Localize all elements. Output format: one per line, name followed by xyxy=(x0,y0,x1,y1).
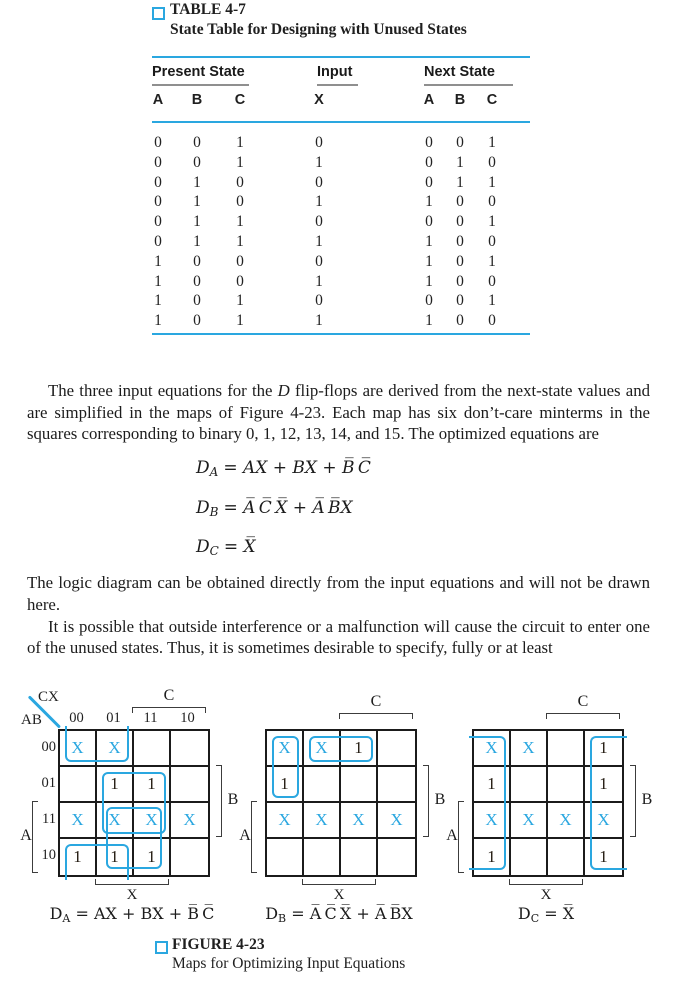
table-row xyxy=(0,233,675,253)
table-row xyxy=(0,154,675,174)
kmap-cell: 1 xyxy=(134,839,171,875)
kmap-db xyxy=(227,680,459,932)
b-bracket-label: B xyxy=(641,791,653,808)
table-cell: 1 xyxy=(193,193,201,211)
table-subtitle: State Table for Designing with Unused States xyxy=(170,21,467,38)
table-cell: 0 xyxy=(456,252,464,270)
kmap-cell xyxy=(171,767,208,803)
kmap-cell xyxy=(341,839,378,875)
table-cell: 0 xyxy=(315,173,323,191)
caption-subscript: A xyxy=(62,912,71,925)
table-cell: 0 xyxy=(193,272,201,290)
equation-lhs: D xyxy=(196,537,210,557)
a-bracket-label: A xyxy=(20,827,32,844)
caption-rhs: = AX + BX + B̅ C̅ xyxy=(70,904,215,923)
kmap-cell: X xyxy=(378,803,415,839)
column-header: B xyxy=(191,92,203,108)
equation-subscript: C xyxy=(209,544,219,558)
table-cell: 1 xyxy=(315,193,323,211)
table-cell: 1 xyxy=(425,233,433,250)
table-cell: 1 xyxy=(315,153,323,171)
table-cell: 1 xyxy=(193,173,201,191)
table-row xyxy=(0,312,675,332)
column-group-next-state: Next State xyxy=(424,64,495,80)
corner-label-ab: AB xyxy=(21,712,42,728)
table-cell: 0 xyxy=(488,153,496,171)
table-cell: 0 xyxy=(193,312,201,330)
x-bracket-label: X xyxy=(540,887,552,903)
kmap-cell xyxy=(511,839,548,875)
figure-title: FIGURE 4-23 xyxy=(172,936,265,953)
kmap-da xyxy=(20,680,252,932)
column-header: X xyxy=(314,92,324,108)
kmap-cell xyxy=(548,731,585,767)
kmap-cell xyxy=(511,767,548,803)
table-cell: 0 xyxy=(425,173,433,191)
kmap-col-label: 00 xyxy=(69,710,84,726)
kmap-cell: 1 xyxy=(97,767,134,803)
kmap-cell: X xyxy=(60,803,97,839)
table-cell: 1 xyxy=(488,292,496,310)
kmap-cell: X xyxy=(585,803,622,839)
x-bracket xyxy=(302,879,376,885)
paragraph-text: The three input equations for the xyxy=(48,380,278,400)
table-cell: 1 xyxy=(154,312,162,330)
equation-lhs: D xyxy=(196,497,210,518)
kmap-cell: 1 xyxy=(267,767,304,803)
table-cell: 0 xyxy=(236,173,244,191)
c-bracket-label: C xyxy=(163,687,175,704)
caption-rhs: = A̅ C̅ X̅ + A̅ B̅X xyxy=(286,904,413,923)
table-cell: 0 xyxy=(154,213,162,231)
table-row xyxy=(0,193,675,213)
table-cell: 0 xyxy=(193,252,201,270)
b-bracket-label: B xyxy=(227,791,239,808)
kmap-cell xyxy=(267,839,304,875)
column-group-present-state: Present State xyxy=(152,64,245,80)
kmap-cell: X xyxy=(304,731,341,767)
caption-lhs: D xyxy=(517,904,531,923)
kmap-cell xyxy=(548,767,585,803)
kmap-row-label: 01 xyxy=(41,775,56,791)
figure-subtitle: Maps for Optimizing Input Equations xyxy=(172,955,406,972)
kmap-cell: 1 xyxy=(134,767,171,803)
table-cell: 1 xyxy=(236,292,244,310)
table-cell: 0 xyxy=(154,153,162,171)
c-bracket-label: C xyxy=(577,693,589,710)
kmap-cell xyxy=(171,731,208,767)
table-row xyxy=(0,174,675,194)
paragraph-unused-states: It is possible that outside interference or a malfunction will cause the circuit to enter one of the unused states. Thus, it is sometimes desirable to specify, fully or at least xyxy=(27,616,650,658)
table-cell: 0 xyxy=(154,134,162,151)
equation-subscript: A xyxy=(209,465,219,479)
kmap-cell: 1 xyxy=(599,847,608,866)
paragraphs xyxy=(27,572,650,659)
paragraph-intro xyxy=(27,380,650,445)
kmap-cell: 1 xyxy=(585,731,622,767)
c-bracket-label: C xyxy=(370,693,382,710)
table-cell: 1 xyxy=(236,134,244,151)
kmap-cell xyxy=(378,839,415,875)
table-cell: 0 xyxy=(154,173,162,191)
kmap-cell: X xyxy=(171,803,208,839)
c-bracket xyxy=(132,707,206,713)
kmap-cell: X xyxy=(474,803,511,839)
kmap-cell: 1 xyxy=(474,839,511,875)
kmap-cell xyxy=(171,839,208,875)
table-cell: 1 xyxy=(236,153,244,171)
x-bracket-label: X xyxy=(126,887,138,903)
figure-checkbox-icon xyxy=(155,941,168,954)
kmap-cell xyxy=(134,731,171,767)
table-cell: 1 xyxy=(193,213,201,231)
table-row xyxy=(0,273,675,293)
kmap-cell: X xyxy=(304,803,341,839)
table-cell: 0 xyxy=(456,193,464,211)
caption-lhs: D xyxy=(265,904,279,923)
kmap-cell xyxy=(378,767,415,803)
table-cell: 1 xyxy=(488,173,496,191)
kmap-dc xyxy=(434,680,666,932)
table-bottom-rule xyxy=(152,333,530,335)
kmap-grid xyxy=(265,729,417,877)
table-row xyxy=(0,134,675,154)
table-top-rule xyxy=(152,56,530,58)
caption-lhs: D xyxy=(49,904,63,923)
c-bracket xyxy=(339,713,413,719)
a-bracket xyxy=(458,801,464,873)
kmap-cell xyxy=(304,839,341,875)
group-underline xyxy=(317,84,358,86)
table-cell: 0 xyxy=(456,213,464,231)
table-cell: 1 xyxy=(456,173,464,191)
kmap-cell: X xyxy=(267,803,304,839)
table-cell: 0 xyxy=(456,134,464,151)
table-cell: 1 xyxy=(425,193,433,211)
a-bracket xyxy=(32,801,38,873)
table-mid-rule xyxy=(152,121,530,123)
table-cell: 1 xyxy=(425,252,433,270)
x-bracket xyxy=(95,879,169,885)
table-title: TABLE 4-7 xyxy=(170,1,246,18)
table-cell: 1 xyxy=(425,312,433,330)
table-cell: 1 xyxy=(236,312,244,330)
kmaps-figure xyxy=(0,680,675,935)
kmap-col-label: 01 xyxy=(106,710,121,726)
table-cell: 1 xyxy=(488,134,496,151)
kmap-row-label: 00 xyxy=(41,739,56,755)
kmap-cell: X xyxy=(97,803,134,839)
paragraph-logic-diagram: The logic diagram can be obtained directly from the input equations and will not be drawn here. xyxy=(27,573,650,614)
table-cell: 1 xyxy=(488,213,496,231)
a-bracket-label: A xyxy=(446,827,458,844)
kmap-row-label: 10 xyxy=(41,847,56,863)
kmap-cell xyxy=(378,731,415,767)
kmap-cell: X xyxy=(548,803,585,839)
paragraph-text: flip-flops are derived from the next-state values and are simplified in the maps of Figure 4-23. Each map has six don’t-care minterms in the squares corresponding to binary 0, 1, 12, 13, 14, and 15. The optimized equations are xyxy=(27,380,650,444)
table-cell: 0 xyxy=(425,213,433,231)
kmap-caption xyxy=(436,904,656,925)
table-cell: 1 xyxy=(193,233,201,250)
table-cell: 1 xyxy=(315,312,323,330)
table-cell: 0 xyxy=(456,272,464,290)
equation-rhs: = A̅ C̅ X̅ + A̅ B̅X xyxy=(223,497,353,518)
kmap-cell: X xyxy=(341,803,378,839)
c-bracket xyxy=(546,713,620,719)
column-group-input: Input xyxy=(317,64,353,80)
table-cell: 1 xyxy=(236,213,244,231)
kmap-cell xyxy=(60,767,97,803)
table-row xyxy=(0,253,675,273)
kmap-cell: X xyxy=(474,731,511,767)
equation-lhs: D xyxy=(196,458,210,478)
equation xyxy=(196,498,353,519)
equation-rhs: = AX + BX + B̅ C̅ xyxy=(223,458,371,478)
table-cell: 0 xyxy=(193,153,201,171)
state-table-block xyxy=(0,0,675,360)
table-cell: 1 xyxy=(236,233,244,250)
kmap-cell: 1 xyxy=(341,731,378,767)
kmap-cell: 1 xyxy=(97,839,134,875)
table-cell: 1 xyxy=(154,252,162,270)
kmap-cell xyxy=(304,767,341,803)
kmap-cell: X xyxy=(97,731,134,767)
table-cell: 0 xyxy=(456,312,464,330)
kmap-cell xyxy=(548,839,585,875)
kmap-grid xyxy=(472,729,624,877)
table-cell: 0 xyxy=(315,292,323,310)
b-bracket xyxy=(216,765,222,837)
kmap-row-label: 11 xyxy=(42,811,56,827)
table-cell: 0 xyxy=(456,292,464,310)
table-checkbox-icon xyxy=(152,7,165,20)
x-bracket-label: X xyxy=(333,887,345,903)
table-cell: 0 xyxy=(425,134,433,151)
table-cell: 0 xyxy=(154,233,162,250)
column-header: A xyxy=(423,92,435,108)
table-cell: 0 xyxy=(236,252,244,270)
table-cell: 1 xyxy=(425,272,433,290)
table-cell: 0 xyxy=(488,193,496,211)
corner-label-cx: CX xyxy=(38,689,59,705)
equation xyxy=(196,458,371,479)
table-cell: 0 xyxy=(456,233,464,250)
kmap-caption xyxy=(22,904,242,925)
x-bracket xyxy=(509,879,583,885)
table-cell: 0 xyxy=(488,272,496,290)
kmap-cell: X xyxy=(134,803,171,839)
b-bracket-label: B xyxy=(434,791,446,808)
kmap-cell: X xyxy=(60,731,97,767)
kmap-col-label: 11 xyxy=(143,710,158,726)
table-row xyxy=(0,292,675,312)
kmap-col-label: 10 xyxy=(180,710,195,726)
italic-variable: D xyxy=(277,380,290,400)
caption-subscript: C xyxy=(530,912,540,925)
a-bracket xyxy=(251,801,257,873)
equation xyxy=(196,537,256,558)
a-bracket-label: A xyxy=(239,827,251,844)
table-cell: 0 xyxy=(236,272,244,290)
caption-subscript: B xyxy=(278,912,287,925)
table-cell: 1 xyxy=(154,292,162,310)
column-header: B xyxy=(454,92,466,108)
kmap-cell xyxy=(341,767,378,803)
equation-subscript: B xyxy=(209,504,219,519)
table-cell: 0 xyxy=(154,193,162,211)
kmap-grid xyxy=(58,729,210,877)
column-header: C xyxy=(486,92,498,108)
table-cell: 0 xyxy=(193,134,201,151)
table-row xyxy=(0,213,675,233)
table-cell: 0 xyxy=(315,134,323,151)
figure-caption xyxy=(155,936,575,986)
table-cell: 1 xyxy=(154,272,162,290)
table-cell: 0 xyxy=(425,292,433,310)
table-cell: 0 xyxy=(236,193,244,211)
kmap-cell: X xyxy=(511,803,548,839)
table-cell: 0 xyxy=(193,292,201,310)
kmap-cell: X xyxy=(511,731,548,767)
b-bracket xyxy=(630,765,636,837)
table-cell: 0 xyxy=(315,213,323,231)
kmap-cell: 1 xyxy=(474,767,511,803)
group-underline xyxy=(424,84,513,86)
kmap-cell: 1 xyxy=(60,839,97,875)
group-underline xyxy=(152,84,249,86)
kmap-cell: X xyxy=(267,731,304,767)
kmap-caption xyxy=(229,904,449,925)
table-cell: 1 xyxy=(315,233,323,250)
table-cell: 0 xyxy=(488,233,496,250)
column-header: C xyxy=(234,92,246,108)
equation-rhs: = X̅ xyxy=(223,537,256,557)
caption-rhs: = X̅ xyxy=(539,904,575,923)
table-cell: 1 xyxy=(456,153,464,171)
table-cell: 0 xyxy=(488,312,496,330)
table-cell: 0 xyxy=(425,153,433,171)
table-cell: 0 xyxy=(315,252,323,270)
kmap-cell: 1 xyxy=(585,767,622,803)
table-cell: 1 xyxy=(488,252,496,270)
b-bracket xyxy=(423,765,429,837)
column-header: A xyxy=(152,92,164,108)
table-cell: 1 xyxy=(315,272,323,290)
